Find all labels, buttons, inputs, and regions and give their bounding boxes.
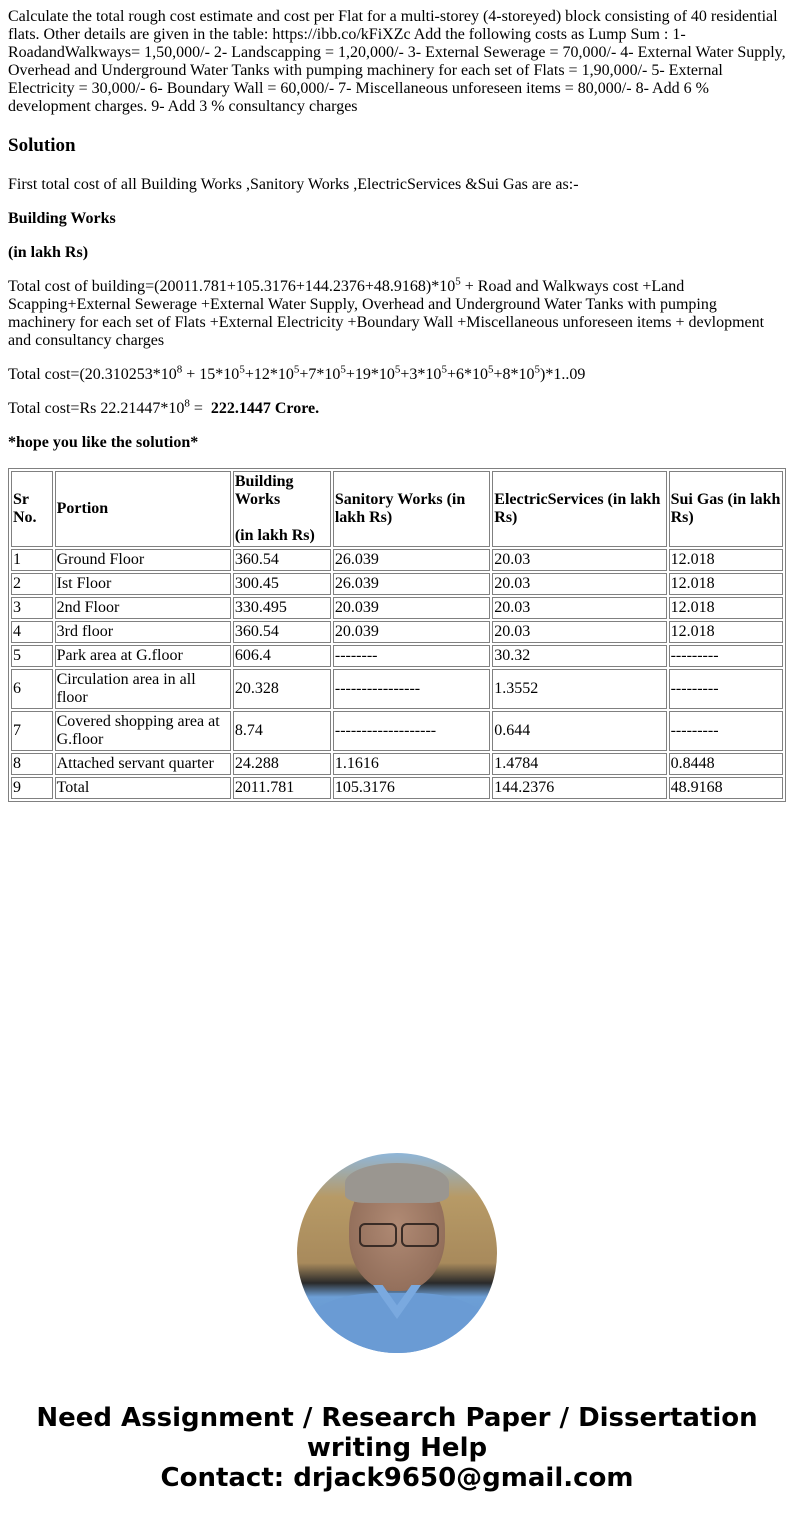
unit-label: (in lakh Rs) xyxy=(8,244,89,261)
formula-2-exponent: 5 xyxy=(340,363,346,376)
cell-portion: 3rd floor xyxy=(55,621,231,643)
cell-electric: 30.32 xyxy=(492,645,666,667)
header-sanitory-works: Sanitory Works (in lakh Rs) xyxy=(333,471,490,547)
cell-suigas: 12.018 xyxy=(669,621,783,643)
formula-1-prefix: Total cost of building=(20011.781+105.3176+144.2376+48.9168)*10 xyxy=(8,278,456,295)
cell-portion: Ground Floor xyxy=(55,549,231,571)
cell-building: 24.288 xyxy=(233,753,331,775)
table-row xyxy=(11,753,783,775)
cell-sanitory: 26.039 xyxy=(333,549,490,571)
building-works-heading xyxy=(8,210,786,228)
formula-2-exponent: 5 xyxy=(394,363,401,376)
header-building-works xyxy=(233,471,331,547)
cell-suigas: --------- xyxy=(669,645,783,667)
formula-2-exponent: 5 xyxy=(441,363,447,376)
formula-total-cost xyxy=(8,363,786,384)
cell-sr: 9 xyxy=(11,777,53,799)
avatar-hair xyxy=(345,1163,449,1203)
formula-3-prefix: Total cost=Rs 22.21447*10 xyxy=(8,400,185,417)
cell-electric: 1.4784 xyxy=(492,753,666,775)
cell-electric: 144.2376 xyxy=(492,777,666,799)
cell-sanitory: 26.039 xyxy=(333,573,490,595)
cell-sanitory: ---------------- xyxy=(333,669,490,709)
formula-1-exponent: 5 xyxy=(455,275,461,288)
cell-electric: 20.03 xyxy=(492,621,666,643)
cell-portion: 2nd Floor xyxy=(55,597,231,619)
formula-2-part: + 15*10 xyxy=(182,366,240,383)
formula-total-building xyxy=(8,275,786,350)
table-row-total xyxy=(11,777,783,799)
cell-building: 360.54 xyxy=(233,549,331,571)
cell-sanitory: 20.039 xyxy=(333,621,490,643)
header-portion: Portion xyxy=(55,471,231,547)
cell-electric: 0.644 xyxy=(492,711,666,751)
formula-2-exponent: 8 xyxy=(176,363,183,376)
cell-sr: 7 xyxy=(11,711,53,751)
cell-building: 360.54 xyxy=(233,621,331,643)
header-sr-no: Sr No. xyxy=(11,471,53,547)
formula-2-exponent: 5 xyxy=(239,363,245,376)
cell-portion: Park area at G.floor xyxy=(55,645,231,667)
cell-building: 330.495 xyxy=(233,597,331,619)
cell-building: 2011.781 xyxy=(233,777,331,799)
cell-suigas: 48.9168 xyxy=(669,777,783,799)
cell-sanitory: 20.039 xyxy=(333,597,490,619)
cell-sanitory: -------- xyxy=(333,645,490,667)
cell-sanitory: ------------------- xyxy=(333,711,490,751)
table-header-row xyxy=(11,471,783,547)
cell-suigas: 0.8448 xyxy=(669,753,783,775)
header-sui-gas: Sui Gas (in lakh Rs) xyxy=(669,471,783,547)
avatar-shirt xyxy=(307,1293,487,1353)
footer-advertisement xyxy=(0,1403,794,1493)
cell-portion: Covered shopping area at G.floor xyxy=(55,711,231,751)
cell-sr: 3 xyxy=(11,597,53,619)
cell-electric: 1.3552 xyxy=(492,669,666,709)
formula-2-part: +3*10 xyxy=(400,366,442,383)
cell-sr: 1 xyxy=(11,549,53,571)
footer-contact: Contact: drjack9650@gmail.com xyxy=(160,1463,634,1493)
cell-portion: Total xyxy=(55,777,231,799)
cell-portion: Circulation area in all floor xyxy=(55,669,231,709)
cell-suigas: 12.018 xyxy=(669,573,783,595)
solution-intro: First total cost of all Building Works ,Sanitory Works ,ElectricServices &Sui Gas are as:- xyxy=(8,176,579,193)
table-row xyxy=(11,669,783,709)
cell-sr: 5 xyxy=(11,645,53,667)
cell-building: 8.74 xyxy=(233,711,331,751)
formula-2-exponent: 5 xyxy=(293,363,300,376)
cell-sr: 6 xyxy=(11,669,53,709)
building-works-label: Building Works xyxy=(8,210,116,227)
formula-2-part: +8*10 xyxy=(493,366,535,383)
cell-suigas: 12.018 xyxy=(669,597,783,619)
cell-electric: 20.03 xyxy=(492,597,666,619)
formula-2-exponent: 5 xyxy=(534,363,540,376)
table-row xyxy=(11,711,783,751)
closing-note-text: *hope you like the solution* xyxy=(8,434,199,451)
table-row xyxy=(11,549,783,571)
cell-sr: 4 xyxy=(11,621,53,643)
formula-2-part: +19*10 xyxy=(345,366,395,383)
cell-building: 20.328 xyxy=(233,669,331,709)
cell-sanitory: 105.3176 xyxy=(333,777,490,799)
unit-heading xyxy=(8,244,786,262)
table-row xyxy=(11,645,783,667)
formula-2-part: +7*10 xyxy=(299,366,341,383)
cell-suigas: --------- xyxy=(669,669,783,709)
cell-electric: 20.03 xyxy=(492,549,666,571)
formula-2-part: )*1..09 xyxy=(540,366,586,383)
cell-portion: Ist Floor xyxy=(55,573,231,595)
formula-1-suffix: + Road and Walkways cost +Land Scapping+External Sewerage +External Water Supply, Overhead and Underground Water Tanks with pumping machinery for each set of Flats +External Electricity +Boundary Wall +Miscellaneous unforeseen items + devlopment and consultancy charges xyxy=(8,278,765,349)
header-electric-services: ElectricServices (in lakh Rs) xyxy=(492,471,666,547)
footer-line-1: Need Assignment / Research Paper / Dissertation xyxy=(36,1403,758,1433)
formula-2-exponent: 5 xyxy=(487,363,494,376)
question-text: Calculate the total rough cost estimate and cost per Flat for a multi-storey (4-storeyed) block consisting of 40 residential flats. Other details are given in the table: https://ibb.co/kFiXZc Add the following costs as Lump Sum : 1- RoadandWalkways= 1,50,000/- 2- Landscapping = 1,20,000/- 3- External Sewerage = 70,000/- 4- External Water Supply, Overhead and Underground Water Tanks with pumping machinery for each set of Flats = 1,90,000/- 5- External Electricity = 30,000/- 6- Boundary Wall = 60,000/- 7- Miscellaneous unforeseen items = 80,000/- 8- Add 6 % development charges. 9- Add 3 % consultancy charges xyxy=(8,8,786,115)
formula-2-part: +6*10 xyxy=(446,366,488,383)
header-building-works-unit: (in lakh Rs) xyxy=(234,527,315,544)
formula-3-exponent: 8 xyxy=(184,397,190,410)
cell-sanitory: 1.1616 xyxy=(333,753,490,775)
formula-3-equals: = xyxy=(189,400,211,417)
cell-electric: 20.03 xyxy=(492,573,666,595)
formula-2-part: +12*10 xyxy=(244,366,294,383)
formula-final-result xyxy=(8,397,786,418)
cell-portion: Attached servant quarter xyxy=(55,753,231,775)
header-building-works-title: Building Works xyxy=(234,473,294,508)
table-row xyxy=(11,597,783,619)
cell-suigas: --------- xyxy=(669,711,783,751)
cell-building: 606.4 xyxy=(233,645,331,667)
table-row xyxy=(11,621,783,643)
table-row xyxy=(11,573,783,595)
cell-suigas: 12.018 xyxy=(669,549,783,571)
footer-line-2: writing Help xyxy=(306,1433,488,1463)
cell-building: 300.45 xyxy=(233,573,331,595)
cost-table xyxy=(8,468,786,802)
avatar xyxy=(297,1153,497,1353)
final-result-value: 222.1447 Crore. xyxy=(210,400,320,417)
cell-sr: 8 xyxy=(11,753,53,775)
closing-note xyxy=(8,434,786,452)
avatar-glasses-right xyxy=(401,1223,439,1247)
cell-sr: 2 xyxy=(11,573,53,595)
formula-2-part: Total cost=(20.310253*10 xyxy=(8,366,177,383)
avatar-glasses-left xyxy=(359,1223,397,1247)
solution-heading: Solution xyxy=(8,135,76,156)
